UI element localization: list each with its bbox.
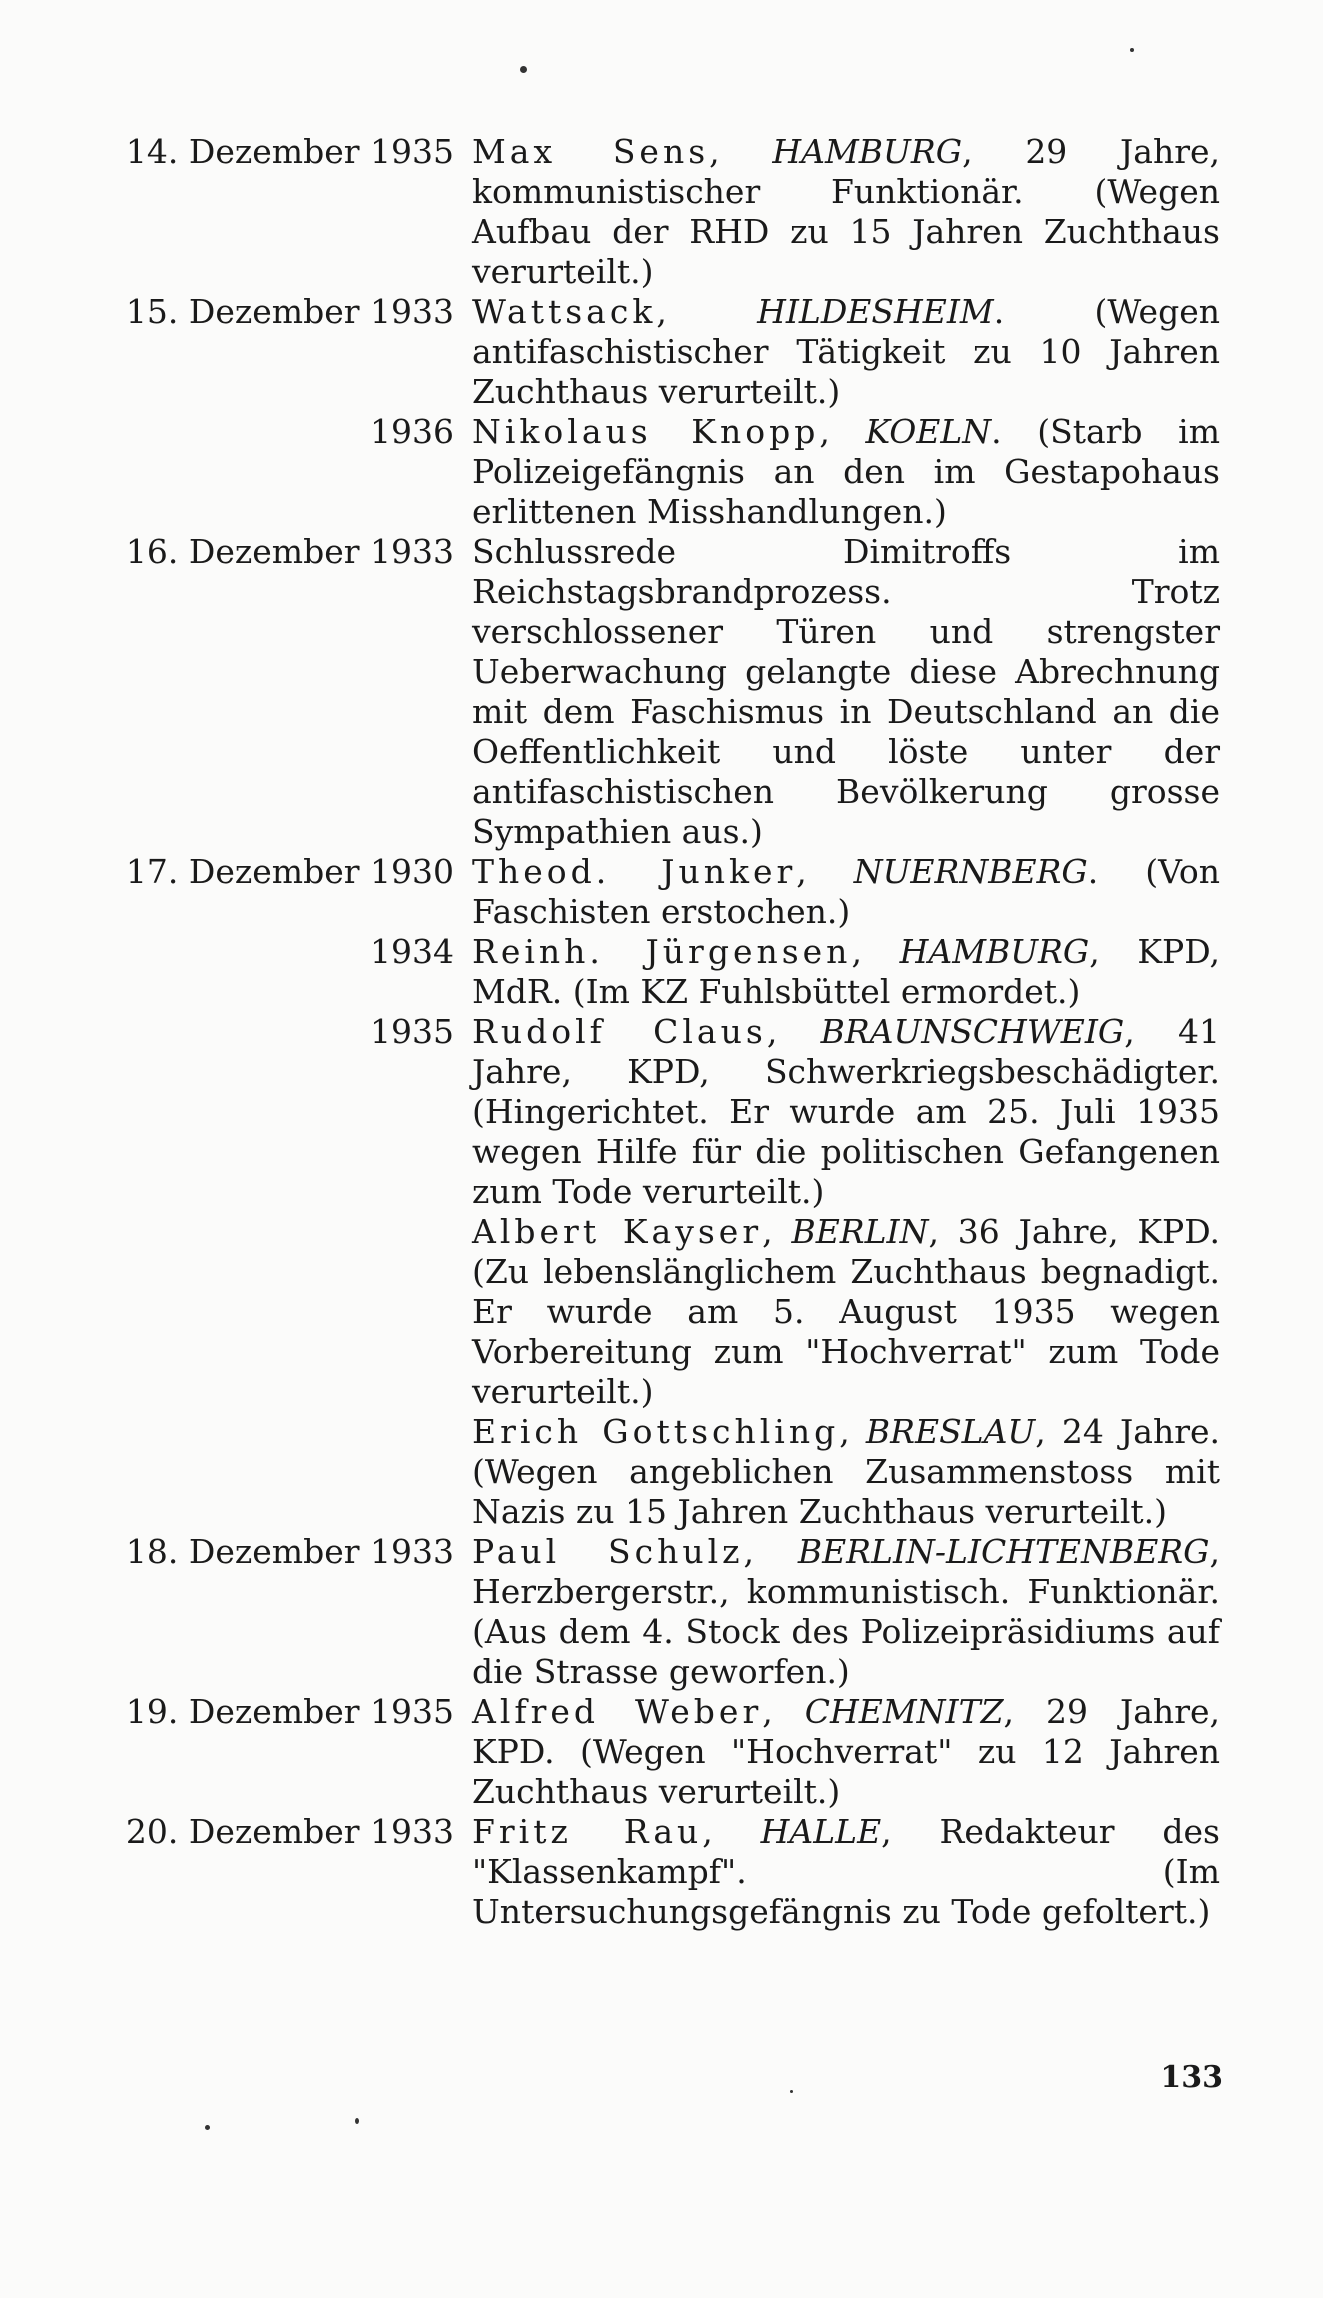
- entry: [90, 412, 1220, 532]
- entry-city: HAMBURG: [772, 132, 963, 171]
- entry-city: BRESLAU: [865, 1412, 1036, 1451]
- entry-description: , 29 Jahre, kommunistischer Funktionär. (Wegen Aufbau der RHD zu 15 Jahren Zuchthaus verurteilt.): [472, 132, 1221, 291]
- chronology-entries: [90, 132, 1220, 1932]
- entry-text: Erich Gottschling, BRESLAU, 24 Jahre. (Wegen angeblichen Zusammenstoss mit Nazis zu 15 Jahren Zuchthaus verurteilt.): [472, 1412, 1220, 1531]
- entry-date: 19. Dezember 1935: [125, 1692, 454, 1731]
- entry: [90, 1532, 1220, 1692]
- entry-text: Fritz Rau, HALLE, Redakteur des "Klassenkampf". (Im Untersuchungsgefängnis zu Tode gefoltert.): [472, 1812, 1220, 1931]
- entry-description: , 36 Jahre, KPD. (Zu lebenslänglichem Zuchthaus begnadigt. Er wurde am 5. August 1935 wegen Vorbereitung zum "Hochverrat" zum Tode verurteilt.): [472, 1212, 1221, 1411]
- entry-city: BERLIN-LICHTENBERG: [797, 1532, 1210, 1571]
- entry-text: Nikolaus Knopp, KOELN. (Starb im Polizeigefängnis an den im Gestapohaus erlittenen Misshandlungen.): [472, 412, 1220, 531]
- entry-person: Wattsack: [472, 292, 657, 331]
- entry: [90, 292, 1220, 412]
- entry-city: HILDESHEIM: [757, 292, 994, 331]
- entry-date: 1934: [370, 932, 454, 971]
- entry-text: Rudolf Claus, BRAUNSCHWEIG, 41 Jahre, KPD, Schwerkriegsbeschädigter. (Hingerichtet. Er wurde am 25. Juli 1935 wegen Hilfe für die politischen Gefangenen zum Tode verurteilt.): [472, 1012, 1220, 1211]
- entry-date: 16. Dezember 1933: [125, 532, 454, 571]
- entry: [90, 852, 1220, 932]
- entry-text: Max Sens, HAMBURG, 29 Jahre, kommunistischer Funktionär. (Wegen Aufbau der RHD zu 15 Jahren Zuchthaus verurteilt.): [472, 132, 1221, 291]
- entry: [90, 132, 1220, 292]
- entry-description: , 24 Jahre. (Wegen angeblichen Zusammenstoss mit Nazis zu 15 Jahren Zuchthaus verurteilt.): [472, 1412, 1220, 1531]
- entry: [90, 1012, 1220, 1212]
- entry-description: , 29 Jahre, KPD. (Wegen "Hochverrat" zu 12 Jahren Zuchthaus verurteilt.): [472, 1692, 1220, 1811]
- entry-text: Paul Schulz, BERLIN-LICHTENBERG, Herzbergerstr., kommunistisch. Funktionär. (Aus dem 4. Stock des Polizeipräsidiums auf die Strasse geworfen.): [472, 1532, 1221, 1691]
- entry-city: HAMBURG: [899, 932, 1090, 971]
- entry-person: Paul Schulz: [472, 1532, 744, 1571]
- entry-date: 17. Dezember 1930: [125, 852, 454, 891]
- entry-text: Albert Kayser, BERLIN, 36 Jahre, KPD. (Zu lebenslänglichem Zuchthaus begnadigt. Er wurde am 5. August 1935 wegen Vorbereitung zum "Hochverrat" zum Tode verurteilt.): [472, 1212, 1221, 1411]
- entry-person: Fritz Rau: [472, 1812, 703, 1851]
- entry-description: , Herzbergerstr., kommunistisch. Funktionär. (Aus dem 4. Stock des Polizeipräsidiums auf die Strasse geworfen.): [472, 1532, 1221, 1691]
- entry-date: 1936: [370, 412, 454, 451]
- scan-speck: [520, 66, 527, 73]
- entry-text: Theod. Junker, NUERNBERG. (Von Faschisten erstochen.): [472, 852, 1221, 931]
- entry: [90, 1212, 1220, 1412]
- entry-person: Rudolf Claus: [472, 1012, 767, 1051]
- entry-description: , KPD, MdR. (Im KZ Fuhlsbüttel ermordet.): [472, 932, 1220, 1011]
- entry-date: 15. Dezember 1933: [125, 292, 454, 331]
- entry-date: 18. Dezember 1933: [125, 1532, 454, 1571]
- entry-text: Reinh. Jürgensen, HAMBURG, KPD, MdR. (Im KZ Fuhlsbüttel ermordet.): [472, 932, 1220, 1011]
- entry-description: . (Von Faschisten erstochen.): [472, 852, 1221, 931]
- entry-city: HALLE: [760, 1812, 882, 1851]
- page-number: 133: [1160, 2060, 1223, 2095]
- entry-person: Reinh. Jürgensen: [472, 932, 852, 971]
- entry-description: . (Wegen antifaschistischer Tätigkeit zu 10 Jahren Zuchthaus verurteilt.): [472, 292, 1220, 411]
- entry-description: . (Starb im Polizeigefängnis an den im Gestapohaus erlittenen Misshandlungen.): [472, 412, 1220, 531]
- entry-city: CHEMNITZ: [804, 1692, 1004, 1731]
- scan-speck: [1130, 48, 1134, 52]
- entry-city: NUERNBERG: [853, 852, 1088, 891]
- entry-text: Alfred Weber, CHEMNITZ, 29 Jahre, KPD. (Wegen "Hochverrat" zu 12 Jahren Zuchthaus verurteilt.): [472, 1692, 1220, 1811]
- entry-person: Albert Kayser: [472, 1212, 763, 1251]
- entry-description: , 41 Jahre, KPD, Schwerkriegsbeschädigter. (Hingerichtet. Er wurde am 25. Juli 1935 wegen Hilfe für die politischen Gefangenen zum Tode verurteilt.): [472, 1012, 1220, 1211]
- entry: [90, 932, 1220, 1012]
- scan-speck: [205, 2125, 210, 2130]
- entry-description: , Redakteur des "Klassenkampf". (Im Untersuchungsgefängnis zu Tode gefoltert.): [472, 1812, 1220, 1931]
- entry-person: Max Sens: [472, 132, 710, 171]
- scan-speck: [355, 2118, 359, 2124]
- entry: [90, 1412, 1220, 1532]
- entry-text: [472, 532, 1220, 852]
- entry-date: 1935: [370, 1012, 454, 1051]
- entry-description: Schlussrede Dimitroffs im Reichstagsbrandprozess. Trotz verschlossener Türen und strengster Ueberwachung gelangte diese Abrechnung mit dem Faschismus in Deutschland an die Oeffentlichkeit und löste unter der antifaschistischen Bevölkerung grosse Sympathien aus.): [472, 532, 1220, 851]
- entry-city: BRAUNSCHWEIG: [820, 1012, 1125, 1051]
- entry-person: Nikolaus Knopp: [472, 412, 820, 451]
- entry: [90, 532, 1220, 852]
- scan-speck: [790, 2090, 793, 2093]
- entry-date: 20. Dezember 1933: [125, 1812, 454, 1851]
- entry-text: Wattsack, HILDESHEIM. (Wegen antifaschistischer Tätigkeit zu 10 Jahren Zuchthaus verurteilt.): [472, 292, 1220, 411]
- entry-city: BERLIN: [791, 1212, 929, 1251]
- entry-person: Alfred Weber: [472, 1692, 763, 1731]
- entry-city: KOELN: [865, 412, 992, 451]
- entry-person: Theod. Junker: [472, 852, 797, 891]
- entry-date: 14. Dezember 1935: [125, 132, 454, 171]
- entry: [90, 1812, 1220, 1932]
- entry-person: Erich Gottschling: [472, 1412, 840, 1451]
- entry: [90, 1692, 1220, 1812]
